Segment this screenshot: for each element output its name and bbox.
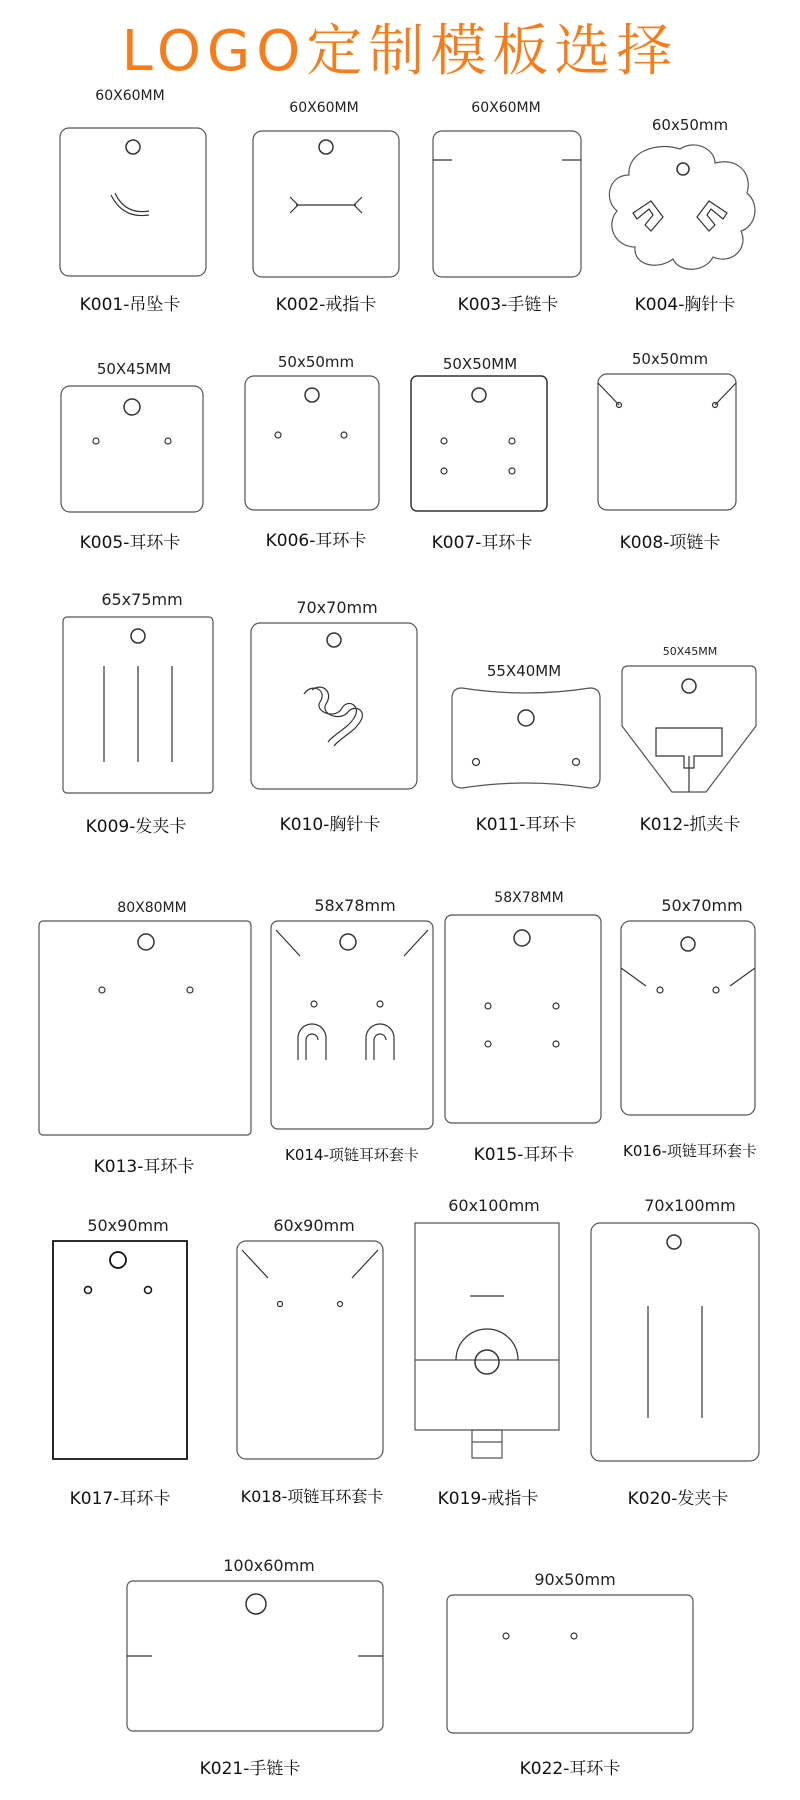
card-size-label: 58X78MM xyxy=(494,890,564,906)
card-name-caption: K019-戒指卡 xyxy=(437,1489,539,1509)
card-name-caption: K020-发夹卡 xyxy=(627,1489,729,1509)
card-name-caption: K002-戒指卡 xyxy=(275,295,377,315)
card-k021-outline xyxy=(126,1580,384,1732)
card-size-label: 50x50mm xyxy=(631,350,709,368)
card-name-caption: K010-胸针卡 xyxy=(279,815,381,835)
card-size-label: 50x90mm xyxy=(87,1216,169,1235)
card-k009-outline xyxy=(62,616,214,794)
card-size-label: 50x50mm xyxy=(277,353,355,371)
card-k017-outline xyxy=(52,1240,188,1460)
card-size-label: 58x78mm xyxy=(314,896,396,915)
card-k001-outline xyxy=(59,127,207,277)
card-name-caption: K005-耳环卡 xyxy=(79,533,181,553)
card-size-label: 50X45MM xyxy=(662,645,718,658)
card-name-caption: K014-项链耳环套卡 xyxy=(285,1146,419,1164)
card-k005-outline xyxy=(60,385,204,513)
card-k002-outline xyxy=(252,130,400,278)
card-k022-outline xyxy=(446,1594,694,1734)
card-k015-outline xyxy=(444,914,602,1124)
card-name-caption: K001-吊坠卡 xyxy=(79,295,181,315)
card-size-label: 55X40MM xyxy=(486,662,562,680)
card-size-label: 70x70mm xyxy=(296,598,378,617)
card-k010-outline xyxy=(250,622,418,790)
card-size-label: 50X50MM xyxy=(442,355,518,373)
card-name-caption: K012-抓夹卡 xyxy=(639,815,741,835)
card-k012-outline xyxy=(620,664,758,794)
card-k016-outline xyxy=(620,920,756,1116)
card-name-caption: K016-项链耳环套卡 xyxy=(623,1142,757,1160)
card-size-label: 50x70mm xyxy=(661,896,743,915)
page-title: LOGO定制模板选择 xyxy=(121,19,679,84)
card-k020-outline xyxy=(590,1222,760,1462)
card-name-caption: K013-耳环卡 xyxy=(93,1157,195,1177)
card-k019-outline xyxy=(414,1222,560,1460)
card-name-caption: K018-项链耳环套卡 xyxy=(240,1487,384,1506)
card-size-label: 70x100mm xyxy=(644,1196,736,1215)
card-name-caption: K007-耳环卡 xyxy=(431,533,533,553)
card-k008-outline xyxy=(597,373,737,511)
card-size-label: 60x90mm xyxy=(273,1216,355,1235)
card-name-caption: K021-手链卡 xyxy=(199,1759,301,1779)
card-k004-outline xyxy=(605,143,755,273)
card-size-label: 60x50mm xyxy=(651,116,729,134)
card-k013-outline xyxy=(38,920,252,1136)
card-name-caption: K022-耳环卡 xyxy=(519,1759,621,1779)
card-size-label: 100x60mm xyxy=(223,1556,315,1575)
card-name-caption: K009-发夹卡 xyxy=(85,817,187,837)
card-name-caption: K006-耳环卡 xyxy=(265,531,367,551)
card-size-label: 60X60MM xyxy=(289,100,359,116)
card-size-label: 90x50mm xyxy=(534,1570,616,1589)
card-k006-outline xyxy=(244,375,380,511)
card-k018-outline xyxy=(236,1240,384,1460)
card-k011-outline xyxy=(450,684,602,792)
card-name-caption: K011-耳环卡 xyxy=(475,815,577,835)
card-size-label: 65x75mm xyxy=(101,590,183,609)
card-size-label: 60X60MM xyxy=(95,88,165,104)
card-name-caption: K008-项链卡 xyxy=(619,533,721,553)
card-name-caption: K004-胸针卡 xyxy=(634,295,736,315)
card-size-label: 50X45MM xyxy=(96,360,172,378)
card-size-label: 60x100mm xyxy=(448,1196,540,1215)
card-name-caption: K015-耳环卡 xyxy=(473,1145,575,1165)
card-name-caption: K017-耳环卡 xyxy=(69,1489,171,1509)
card-k007-outline xyxy=(410,375,548,512)
card-name-caption: K003-手链卡 xyxy=(457,295,559,315)
card-size-label: 60X60MM xyxy=(471,100,541,116)
card-k014-outline xyxy=(270,920,434,1130)
card-k003-outline xyxy=(432,130,582,278)
card-size-label: 80X80MM xyxy=(117,900,187,916)
